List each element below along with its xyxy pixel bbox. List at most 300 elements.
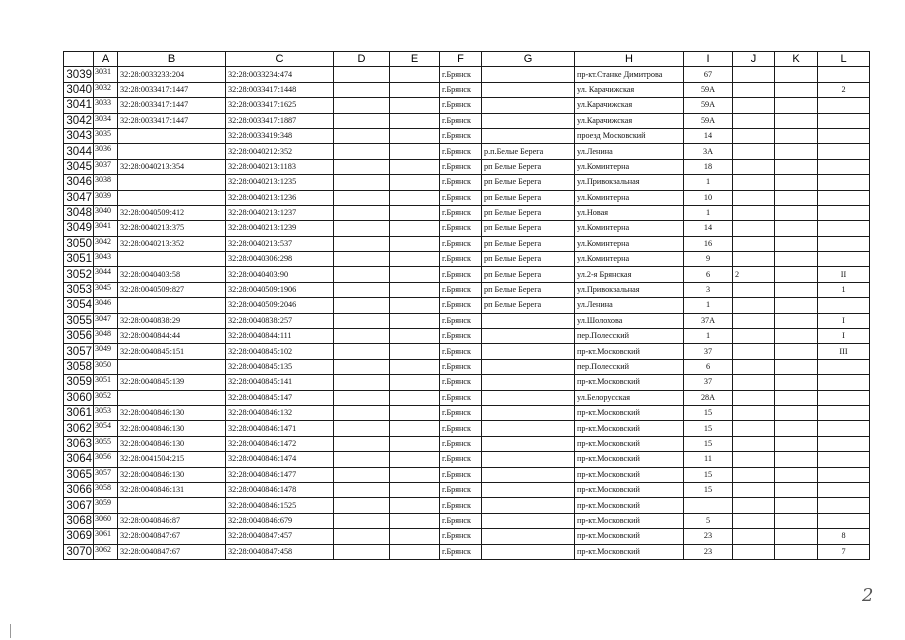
- cell-l[interactable]: II: [818, 267, 870, 282]
- cell-e[interactable]: [390, 529, 440, 544]
- cell-a[interactable]: 3032: [94, 82, 118, 97]
- cell-i[interactable]: 37А: [684, 313, 733, 328]
- cell-g[interactable]: рп Белые Берега: [482, 282, 575, 297]
- cell-c[interactable]: 32:28:0040509:2046: [226, 298, 334, 313]
- cell-d[interactable]: [334, 529, 390, 544]
- column-header-c[interactable]: C: [226, 52, 334, 67]
- cell-h[interactable]: пр-кт.Московский: [575, 344, 684, 359]
- cell-e[interactable]: [390, 98, 440, 113]
- cell-i[interactable]: 59А: [684, 113, 733, 128]
- cell-k[interactable]: [775, 298, 818, 313]
- cell-l[interactable]: [818, 298, 870, 313]
- row-number[interactable]: 3060: [64, 390, 94, 405]
- cell-g[interactable]: [482, 98, 575, 113]
- row-number[interactable]: 3062: [64, 421, 94, 436]
- cell-f[interactable]: г.Брянск: [440, 82, 482, 97]
- cell-b[interactable]: 32:28:0040846:130: [118, 467, 226, 482]
- cell-k[interactable]: [775, 421, 818, 436]
- cell-a[interactable]: 3059: [94, 498, 118, 513]
- cell-j[interactable]: [733, 452, 775, 467]
- cell-a[interactable]: 3037: [94, 159, 118, 174]
- cell-j[interactable]: [733, 175, 775, 190]
- row-number[interactable]: 3048: [64, 205, 94, 220]
- cell-f[interactable]: г.Брянск: [440, 421, 482, 436]
- cell-k[interactable]: [775, 467, 818, 482]
- cell-i[interactable]: 9: [684, 252, 733, 267]
- cell-h[interactable]: ул.Ленина: [575, 144, 684, 159]
- cell-k[interactable]: [775, 221, 818, 236]
- cell-a[interactable]: 3047: [94, 313, 118, 328]
- row-number[interactable]: 3068: [64, 513, 94, 528]
- cell-l[interactable]: I: [818, 329, 870, 344]
- row-number[interactable]: 3067: [64, 498, 94, 513]
- cell-e[interactable]: [390, 390, 440, 405]
- row-number[interactable]: 3042: [64, 113, 94, 128]
- cell-g[interactable]: [482, 452, 575, 467]
- cell-i[interactable]: 15: [684, 436, 733, 451]
- cell-d[interactable]: [334, 467, 390, 482]
- cell-g[interactable]: [482, 113, 575, 128]
- cell-g[interactable]: рп Белые Берега: [482, 205, 575, 220]
- cell-l[interactable]: [818, 421, 870, 436]
- cell-j[interactable]: [733, 113, 775, 128]
- cell-l[interactable]: [818, 405, 870, 420]
- column-header-g[interactable]: G: [482, 52, 575, 67]
- cell-c[interactable]: 32:28:0040306:298: [226, 252, 334, 267]
- cell-d[interactable]: [334, 344, 390, 359]
- cell-g[interactable]: рп Белые Берега: [482, 236, 575, 251]
- cell-b[interactable]: 32:28:0040846:131: [118, 482, 226, 497]
- cell-e[interactable]: [390, 467, 440, 482]
- cell-f[interactable]: г.Брянск: [440, 498, 482, 513]
- cell-h[interactable]: пр-кт.Московский: [575, 482, 684, 497]
- cell-k[interactable]: [775, 329, 818, 344]
- cell-f[interactable]: г.Брянск: [440, 390, 482, 405]
- cell-a[interactable]: 3056: [94, 452, 118, 467]
- cell-g[interactable]: [482, 544, 575, 559]
- cell-a[interactable]: 3041: [94, 221, 118, 236]
- cell-g[interactable]: [482, 513, 575, 528]
- row-number[interactable]: 3041: [64, 98, 94, 113]
- row-number[interactable]: 3051: [64, 252, 94, 267]
- cell-g[interactable]: рп Белые Берега: [482, 190, 575, 205]
- cell-a[interactable]: 3035: [94, 128, 118, 143]
- cell-k[interactable]: [775, 390, 818, 405]
- cell-l[interactable]: [818, 467, 870, 482]
- cell-l[interactable]: [818, 436, 870, 451]
- cell-e[interactable]: [390, 513, 440, 528]
- cell-f[interactable]: г.Брянск: [440, 313, 482, 328]
- cell-e[interactable]: [390, 205, 440, 220]
- cell-h[interactable]: пр-кт.Московский: [575, 405, 684, 420]
- cell-j[interactable]: [733, 359, 775, 374]
- row-number[interactable]: 3044: [64, 144, 94, 159]
- cell-e[interactable]: [390, 375, 440, 390]
- cell-c[interactable]: 32:28:0033234:474: [226, 67, 334, 82]
- cell-i[interactable]: 5: [684, 513, 733, 528]
- cell-k[interactable]: [775, 498, 818, 513]
- cell-h[interactable]: ул.2-я Брянская: [575, 267, 684, 282]
- cell-c[interactable]: 32:28:0040846:1525: [226, 498, 334, 513]
- cell-d[interactable]: [334, 175, 390, 190]
- cell-f[interactable]: г.Брянск: [440, 113, 482, 128]
- cell-a[interactable]: 3060: [94, 513, 118, 528]
- cell-l[interactable]: [818, 128, 870, 143]
- cell-g[interactable]: [482, 529, 575, 544]
- cell-i[interactable]: 37: [684, 344, 733, 359]
- cell-g[interactable]: [482, 329, 575, 344]
- column-header-a[interactable]: A: [94, 52, 118, 67]
- column-header-h[interactable]: H: [575, 52, 684, 67]
- cell-h[interactable]: проезд Московский: [575, 128, 684, 143]
- cell-f[interactable]: г.Брянск: [440, 452, 482, 467]
- cell-h[interactable]: ул.Привокзальная: [575, 175, 684, 190]
- cell-b[interactable]: 32:28:0033233:204: [118, 67, 226, 82]
- cell-f[interactable]: г.Брянск: [440, 375, 482, 390]
- cell-h[interactable]: пр-кт.Московский: [575, 513, 684, 528]
- cell-a[interactable]: 3044: [94, 267, 118, 282]
- cell-k[interactable]: [775, 359, 818, 374]
- cell-f[interactable]: г.Брянск: [440, 98, 482, 113]
- cell-a[interactable]: 3062: [94, 544, 118, 559]
- cell-d[interactable]: [334, 482, 390, 497]
- cell-b[interactable]: 32:28:0040838:29: [118, 313, 226, 328]
- cell-j[interactable]: [733, 529, 775, 544]
- cell-f[interactable]: г.Брянск: [440, 144, 482, 159]
- cell-g[interactable]: рп Белые Берега: [482, 159, 575, 174]
- row-number[interactable]: 3043: [64, 128, 94, 143]
- cell-h[interactable]: пр-кт.Московский: [575, 529, 684, 544]
- cell-f[interactable]: г.Брянск: [440, 252, 482, 267]
- cell-i[interactable]: 59А: [684, 82, 733, 97]
- cell-f[interactable]: г.Брянск: [440, 221, 482, 236]
- cell-c[interactable]: 32:28:0040844:111: [226, 329, 334, 344]
- cell-i[interactable]: 23: [684, 529, 733, 544]
- cell-g[interactable]: рп Белые Берега: [482, 175, 575, 190]
- column-header-j[interactable]: J: [733, 52, 775, 67]
- cell-g[interactable]: [482, 436, 575, 451]
- cell-h[interactable]: ул.Коминтерна: [575, 190, 684, 205]
- cell-f[interactable]: г.Брянск: [440, 128, 482, 143]
- cell-g[interactable]: [482, 482, 575, 497]
- cell-c[interactable]: 32:28:0040838:257: [226, 313, 334, 328]
- cell-i[interactable]: 6: [684, 359, 733, 374]
- cell-e[interactable]: [390, 498, 440, 513]
- cell-g[interactable]: [482, 405, 575, 420]
- cell-c[interactable]: 32:28:0040846:1474: [226, 452, 334, 467]
- cell-c[interactable]: 32:28:0040403:90: [226, 267, 334, 282]
- cell-f[interactable]: г.Брянск: [440, 405, 482, 420]
- cell-l[interactable]: 8: [818, 529, 870, 544]
- cell-k[interactable]: [775, 267, 818, 282]
- cell-a[interactable]: 3038: [94, 175, 118, 190]
- cell-e[interactable]: [390, 190, 440, 205]
- cell-l[interactable]: III: [818, 344, 870, 359]
- cell-h[interactable]: пер.Полесский: [575, 329, 684, 344]
- cell-d[interactable]: [334, 67, 390, 82]
- cell-a[interactable]: 3061: [94, 529, 118, 544]
- cell-i[interactable]: 3А: [684, 144, 733, 159]
- cell-f[interactable]: г.Брянск: [440, 359, 482, 374]
- row-number[interactable]: 3046: [64, 175, 94, 190]
- cell-b[interactable]: 32:28:0040403:58: [118, 267, 226, 282]
- cell-a[interactable]: 3033: [94, 98, 118, 113]
- cell-c[interactable]: 32:28:0040213:1239: [226, 221, 334, 236]
- cell-b[interactable]: 32:28:0040845:151: [118, 344, 226, 359]
- cell-g[interactable]: рп Белые Берега: [482, 221, 575, 236]
- cell-e[interactable]: [390, 452, 440, 467]
- cell-b[interactable]: 32:28:0040509:827: [118, 282, 226, 297]
- cell-d[interactable]: [334, 498, 390, 513]
- cell-l[interactable]: [818, 236, 870, 251]
- row-number[interactable]: 3054: [64, 298, 94, 313]
- cell-b[interactable]: 32:28:0040847:67: [118, 544, 226, 559]
- cell-c[interactable]: 32:28:0040846:1471: [226, 421, 334, 436]
- cell-b[interactable]: [118, 498, 226, 513]
- cell-i[interactable]: 1: [684, 329, 733, 344]
- cell-j[interactable]: [733, 390, 775, 405]
- cell-b[interactable]: [118, 128, 226, 143]
- cell-a[interactable]: 3039: [94, 190, 118, 205]
- cell-i[interactable]: 37: [684, 375, 733, 390]
- cell-a[interactable]: 3050: [94, 359, 118, 374]
- cell-c[interactable]: 32:28:0040845:141: [226, 375, 334, 390]
- cell-j[interactable]: [733, 467, 775, 482]
- cell-k[interactable]: [775, 513, 818, 528]
- cell-e[interactable]: [390, 298, 440, 313]
- cell-f[interactable]: г.Брянск: [440, 544, 482, 559]
- cell-b[interactable]: 32:28:0040509:412: [118, 205, 226, 220]
- cell-a[interactable]: 3036: [94, 144, 118, 159]
- cell-k[interactable]: [775, 313, 818, 328]
- cell-a[interactable]: 3055: [94, 436, 118, 451]
- cell-j[interactable]: [733, 498, 775, 513]
- cell-h[interactable]: ул.Шолохова: [575, 313, 684, 328]
- cell-f[interactable]: г.Брянск: [440, 236, 482, 251]
- cell-f[interactable]: г.Брянск: [440, 513, 482, 528]
- cell-f[interactable]: г.Брянск: [440, 282, 482, 297]
- cell-k[interactable]: [775, 436, 818, 451]
- cell-c[interactable]: 32:28:0040212:352: [226, 144, 334, 159]
- cell-l[interactable]: [818, 390, 870, 405]
- cell-k[interactable]: [775, 205, 818, 220]
- cell-h[interactable]: ул.Коминтерна: [575, 159, 684, 174]
- cell-d[interactable]: [334, 298, 390, 313]
- cell-a[interactable]: 3049: [94, 344, 118, 359]
- cell-b[interactable]: 32:28:0041504:215: [118, 452, 226, 467]
- cell-b[interactable]: 32:28:0033417:1447: [118, 113, 226, 128]
- cell-g[interactable]: [482, 67, 575, 82]
- cell-b[interactable]: 32:28:0040213:354: [118, 159, 226, 174]
- column-header-b[interactable]: B: [118, 52, 226, 67]
- cell-j[interactable]: [733, 313, 775, 328]
- cell-j[interactable]: 2: [733, 267, 775, 282]
- row-number[interactable]: 3059: [64, 375, 94, 390]
- cell-e[interactable]: [390, 421, 440, 436]
- cell-b[interactable]: 32:28:0040213:375: [118, 221, 226, 236]
- cell-i[interactable]: 1: [684, 205, 733, 220]
- cell-e[interactable]: [390, 282, 440, 297]
- cell-e[interactable]: [390, 344, 440, 359]
- cell-l[interactable]: [818, 159, 870, 174]
- cell-d[interactable]: [334, 513, 390, 528]
- cell-j[interactable]: [733, 344, 775, 359]
- cell-k[interactable]: [775, 544, 818, 559]
- cell-e[interactable]: [390, 221, 440, 236]
- cell-j[interactable]: [733, 375, 775, 390]
- cell-c[interactable]: 32:28:0040845:102: [226, 344, 334, 359]
- cell-j[interactable]: [733, 67, 775, 82]
- cell-l[interactable]: 2: [818, 82, 870, 97]
- cell-h[interactable]: ул.Привокзальная: [575, 282, 684, 297]
- cell-j[interactable]: [733, 436, 775, 451]
- cell-h[interactable]: ул.Белорусская: [575, 390, 684, 405]
- cell-k[interactable]: [775, 175, 818, 190]
- cell-i[interactable]: 14: [684, 221, 733, 236]
- cell-e[interactable]: [390, 436, 440, 451]
- cell-b[interactable]: 32:28:0040846:130: [118, 436, 226, 451]
- cell-d[interactable]: [334, 221, 390, 236]
- cell-j[interactable]: [733, 482, 775, 497]
- cell-h[interactable]: пр-кт.Московский: [575, 498, 684, 513]
- cell-k[interactable]: [775, 128, 818, 143]
- cell-k[interactable]: [775, 159, 818, 174]
- cell-b[interactable]: [118, 359, 226, 374]
- cell-a[interactable]: 3046: [94, 298, 118, 313]
- cell-i[interactable]: 11: [684, 452, 733, 467]
- cell-d[interactable]: [334, 282, 390, 297]
- cell-i[interactable]: 15: [684, 405, 733, 420]
- cell-a[interactable]: 3043: [94, 252, 118, 267]
- cell-g[interactable]: [482, 313, 575, 328]
- cell-g[interactable]: [482, 498, 575, 513]
- cell-d[interactable]: [334, 452, 390, 467]
- cell-e[interactable]: [390, 482, 440, 497]
- cell-b[interactable]: [118, 390, 226, 405]
- cell-k[interactable]: [775, 113, 818, 128]
- cell-d[interactable]: [334, 390, 390, 405]
- row-number[interactable]: 3058: [64, 359, 94, 374]
- cell-d[interactable]: [334, 405, 390, 420]
- cell-d[interactable]: [334, 205, 390, 220]
- cell-b[interactable]: 32:28:0040213:352: [118, 236, 226, 251]
- cell-l[interactable]: 1: [818, 282, 870, 297]
- cell-c[interactable]: 32:28:0040845:147: [226, 390, 334, 405]
- cell-l[interactable]: 7: [818, 544, 870, 559]
- cell-k[interactable]: [775, 452, 818, 467]
- cell-f[interactable]: г.Брянск: [440, 190, 482, 205]
- cell-a[interactable]: 3058: [94, 482, 118, 497]
- cell-i[interactable]: 1: [684, 175, 733, 190]
- cell-i[interactable]: 59А: [684, 98, 733, 113]
- cell-h[interactable]: пр-кт.Московский: [575, 375, 684, 390]
- cell-c[interactable]: 32:28:0040213:1235: [226, 175, 334, 190]
- cell-h[interactable]: ул.Коминтерна: [575, 221, 684, 236]
- cell-j[interactable]: [733, 82, 775, 97]
- cell-b[interactable]: 32:28:0040846:130: [118, 421, 226, 436]
- cell-b[interactable]: 32:28:0040844:44: [118, 329, 226, 344]
- cell-f[interactable]: г.Брянск: [440, 205, 482, 220]
- cell-h[interactable]: пр-кт.Московский: [575, 467, 684, 482]
- cell-l[interactable]: [818, 221, 870, 236]
- cell-f[interactable]: г.Брянск: [440, 436, 482, 451]
- row-number[interactable]: 3056: [64, 329, 94, 344]
- cell-b[interactable]: 32:28:0040847:67: [118, 529, 226, 544]
- cell-c[interactable]: 32:28:0040213:1237: [226, 205, 334, 220]
- cell-g[interactable]: рп Белые Берега: [482, 252, 575, 267]
- cell-l[interactable]: I: [818, 313, 870, 328]
- cell-c[interactable]: 32:28:0040845:135: [226, 359, 334, 374]
- cell-k[interactable]: [775, 252, 818, 267]
- cell-c[interactable]: 32:28:0040847:458: [226, 544, 334, 559]
- cell-a[interactable]: 3034: [94, 113, 118, 128]
- cell-h[interactable]: пр-кт.Московский: [575, 421, 684, 436]
- row-number[interactable]: 3064: [64, 452, 94, 467]
- cell-j[interactable]: [733, 544, 775, 559]
- row-number[interactable]: 3061: [64, 405, 94, 420]
- cell-c[interactable]: 32:28:0040847:457: [226, 529, 334, 544]
- cell-e[interactable]: [390, 544, 440, 559]
- cell-i[interactable]: 67: [684, 67, 733, 82]
- cell-c[interactable]: 32:28:0040509:1906: [226, 282, 334, 297]
- cell-i[interactable]: 15: [684, 421, 733, 436]
- cell-e[interactable]: [390, 128, 440, 143]
- row-number[interactable]: 3063: [64, 436, 94, 451]
- cell-c[interactable]: 32:28:0040213:1183: [226, 159, 334, 174]
- cell-i[interactable]: 14: [684, 128, 733, 143]
- row-number[interactable]: 3052: [64, 267, 94, 282]
- cell-c[interactable]: 32:28:0040846:1477: [226, 467, 334, 482]
- cell-c[interactable]: 32:28:0033417:1887: [226, 113, 334, 128]
- cell-f[interactable]: г.Брянск: [440, 159, 482, 174]
- cell-e[interactable]: [390, 359, 440, 374]
- cell-c[interactable]: 32:28:0040846:679: [226, 513, 334, 528]
- cell-h[interactable]: ул.Ленина: [575, 298, 684, 313]
- cell-l[interactable]: [818, 113, 870, 128]
- cell-e[interactable]: [390, 67, 440, 82]
- cell-j[interactable]: [733, 98, 775, 113]
- cell-k[interactable]: [775, 482, 818, 497]
- cell-k[interactable]: [775, 67, 818, 82]
- cell-l[interactable]: [818, 375, 870, 390]
- cell-d[interactable]: [334, 190, 390, 205]
- cell-e[interactable]: [390, 329, 440, 344]
- cell-j[interactable]: [733, 421, 775, 436]
- cell-f[interactable]: г.Брянск: [440, 67, 482, 82]
- cell-g[interactable]: [482, 359, 575, 374]
- column-header-i[interactable]: I: [684, 52, 733, 67]
- cell-d[interactable]: [334, 329, 390, 344]
- cell-h[interactable]: ул.Коминтерна: [575, 236, 684, 251]
- cell-j[interactable]: [733, 282, 775, 297]
- cell-g[interactable]: [482, 421, 575, 436]
- cell-d[interactable]: [334, 375, 390, 390]
- cell-h[interactable]: пер.Полесский: [575, 359, 684, 374]
- cell-g[interactable]: [482, 390, 575, 405]
- cell-l[interactable]: [818, 359, 870, 374]
- cell-i[interactable]: 3: [684, 282, 733, 297]
- cell-j[interactable]: [733, 405, 775, 420]
- cell-i[interactable]: 18: [684, 159, 733, 174]
- cell-i[interactable]: 28А: [684, 390, 733, 405]
- cell-h[interactable]: ул.Коминтерна: [575, 252, 684, 267]
- cell-d[interactable]: [334, 236, 390, 251]
- cell-j[interactable]: [733, 205, 775, 220]
- cell-l[interactable]: [818, 513, 870, 528]
- cell-k[interactable]: [775, 405, 818, 420]
- cell-c[interactable]: 32:28:0040213:537: [226, 236, 334, 251]
- cell-l[interactable]: [818, 67, 870, 82]
